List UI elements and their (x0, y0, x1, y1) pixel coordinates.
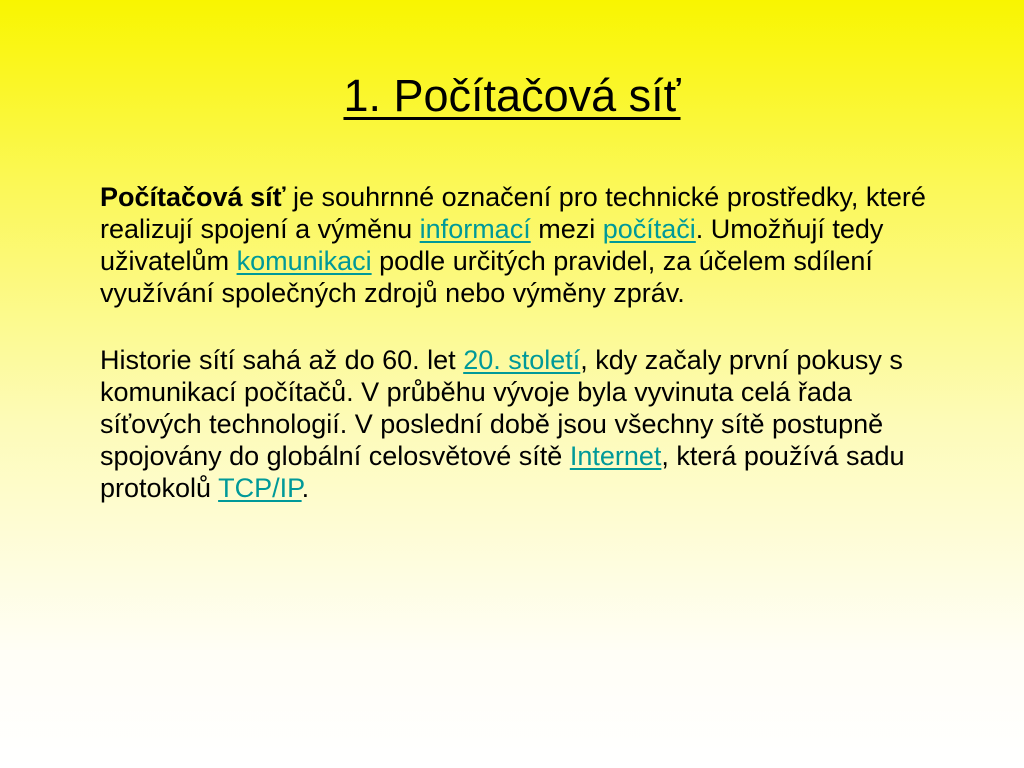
link-internet[interactable]: Internet (569, 441, 662, 471)
paragraph-1-text-3: . Umožňují tedy uživatelům (100, 214, 884, 276)
paragraph-history (100, 344, 960, 504)
link-20-stoleti[interactable]: 20. století (463, 345, 581, 375)
term-bold: Počítačová síť (100, 182, 286, 212)
paragraph-2-text-4: . (301, 473, 310, 503)
slide-body (100, 181, 960, 539)
paragraph-1-text-4: podle určitých pravidel, za účelem sdílení využívání společných zdrojů nebo výměny zpráv. (100, 246, 873, 308)
link-komunikaci[interactable]: komunikaci (236, 246, 372, 276)
paragraph-1-text-2: mezi (530, 214, 603, 244)
paragraph-2-text-1: Historie sítí sahá až do 60. let (100, 345, 464, 375)
paragraph-1-text-1: je souhrnné označení pro technické prostředky, které realizují spojení a výměnu (100, 182, 926, 244)
link-tcp-ip[interactable]: TCP/IP (218, 473, 302, 503)
slide-title-text: 1. Počítačová síť (343, 70, 681, 121)
paragraph-2-text-3: , která používá sadu protokolů (100, 441, 905, 503)
link-pocitaci[interactable]: počítači (602, 214, 696, 244)
slide-title (0, 66, 1024, 126)
paragraph-definition (100, 181, 960, 309)
paragraph-2-text-2: , kdy začaly první pokusy s komunikací počítačů. V průběhu vývoje byla vyvinuta celá řada síťových technologií. V poslední době jsou všechny sítě postupně spojovány do globální celosvětové sítě (100, 345, 903, 471)
link-informaci[interactable]: informací (419, 214, 531, 244)
